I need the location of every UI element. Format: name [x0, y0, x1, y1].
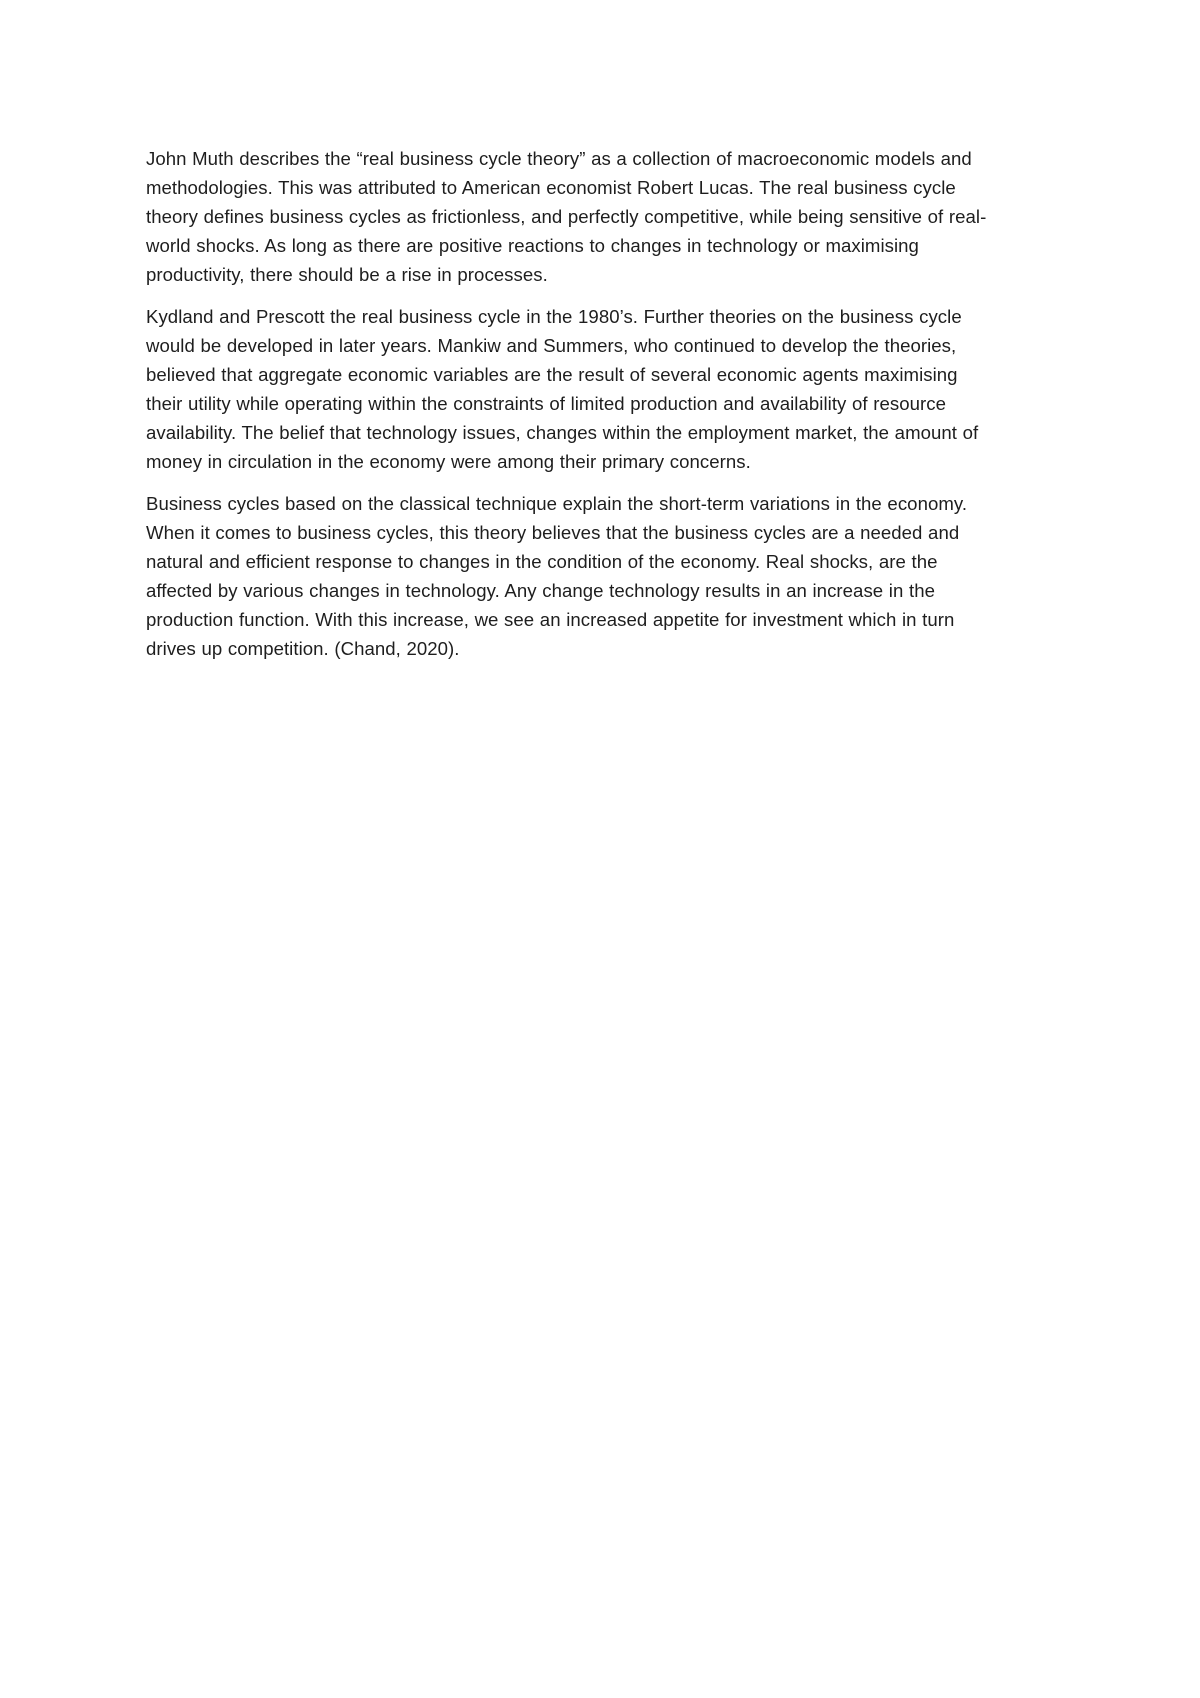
text-line: John Muth describes the “real business cycle theory” as a collection of macroeconomic models and: [146, 148, 972, 169]
paragraph-real-business-cycle-theory: [146, 144, 1066, 289]
text-line: methodologies. This was attributed to American economist Robert Lucas. The real business cycle: [146, 177, 956, 198]
text-line: believed that aggregate economic variables are the result of several economic agents maximising: [146, 364, 958, 385]
paragraph-kydland-prescott: [146, 302, 1066, 476]
text-line: drives up competition. (Chand, 2020).: [146, 638, 460, 659]
text-line: availability. The belief that technology issues, changes within the employment market, the amount of: [146, 422, 979, 443]
document-body: [146, 144, 1066, 676]
text-line: Kydland and Prescott the real business cycle in the 1980’s. Further theories on the business cycle: [146, 306, 962, 327]
text-line: their utility while operating within the constraints of limited production and availability of resource: [146, 393, 946, 414]
text-line: money in circulation in the economy were among their primary concerns.: [146, 451, 751, 472]
text-line: theory defines business cycles as frictionless, and perfectly competitive, while being sensitive of real-: [146, 206, 987, 227]
text-line: productivity, there should be a rise in processes.: [146, 264, 548, 285]
paragraph-classical-technique: [146, 489, 1066, 663]
text-line: affected by various changes in technology. Any change technology results in an increase in the: [146, 580, 935, 601]
text-line: Business cycles based on the classical technique explain the short-term variations in the economy.: [146, 493, 968, 514]
text-line: When it comes to business cycles, this theory believes that the business cycles are a needed and: [146, 522, 960, 543]
text-line: natural and efficient response to changes in the condition of the economy. Real shocks, are the: [146, 551, 938, 572]
text-line: world shocks. As long as there are positive reactions to changes in technology or maximising: [146, 235, 919, 256]
text-line: would be developed in later years. Mankiw and Summers, who continued to develop the theories,: [146, 335, 957, 356]
text-line: production function. With this increase, we see an increased appetite for investment which in turn: [146, 609, 955, 630]
